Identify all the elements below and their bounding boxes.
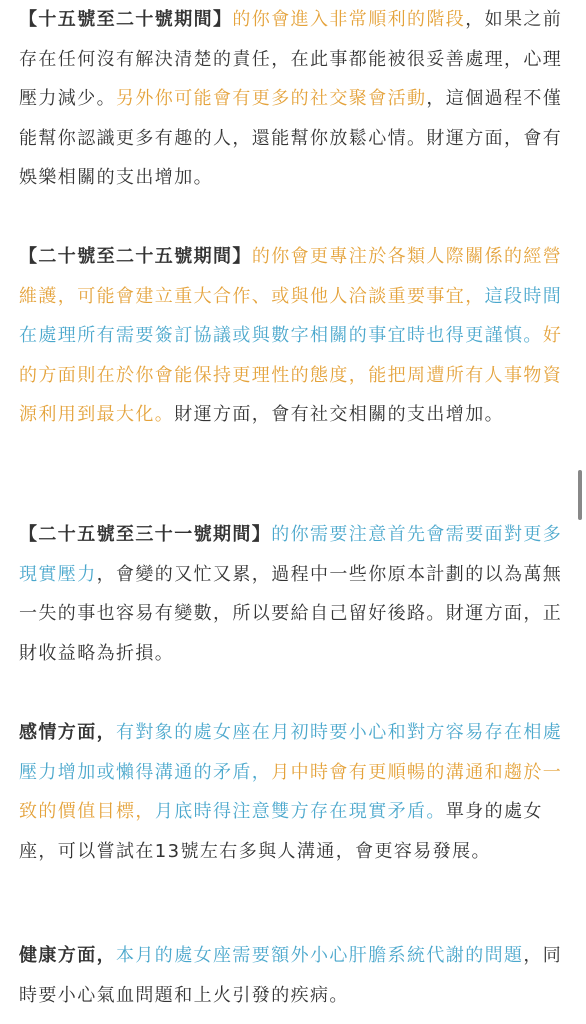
section-heading-love: 感情方面， xyxy=(19,722,116,743)
highlight-text: 另外你可能會有更多的社交聚會活動 xyxy=(116,88,427,109)
paragraph-period-20-25 xyxy=(19,237,575,435)
highlight-text: 的你會更專注於各類人際關係的經營維護，可能會建立重大合作、或與他人洽談重要事宜， xyxy=(19,246,563,307)
paragraph-health xyxy=(19,936,575,1015)
paragraph-period-15-20 xyxy=(19,0,575,198)
body-text: ，如果之前存在任何沒有解決清楚的責任，在此事都能被很妥善處理，心理壓力減少。 xyxy=(19,9,563,109)
period-heading: 【十五號至二十號期間】 xyxy=(19,9,233,30)
body-text: ，會變的又忙又累，過程中一些你原本計劃的以為萬無一失的事也容易有變數，所以要給自己留好後路。財運方面，正財收益略為折損。 xyxy=(19,563,563,664)
highlight-text: 好的方面則在於你會能保持更理性的態度，能把周遭所有人事物資源利用到最大化。 xyxy=(19,325,563,425)
highlight-text: 有對象的處女座在月初時要小心和對方容易存在相處壓力增加或懶得溝通的矛盾， xyxy=(19,722,563,783)
body-text: 單身的處女座，可以嘗試在13號左右多與人溝通，會更容易發展。 xyxy=(19,801,543,862)
highlight-text: 的你會進入非常順利的階段 xyxy=(232,9,466,30)
period-heading: 【二十號至二十五號期間】 xyxy=(19,246,252,267)
scrollbar-thumb[interactable] xyxy=(578,470,582,520)
highlight-text: 月中時會有更順暢的溝通和趨於一致的價值目標， xyxy=(19,761,563,822)
highlight-text: 的你需要注意首先會需要面對更多現實壓力 xyxy=(19,524,563,585)
body-text: 財運方面，會有社交相關的支出增加。 xyxy=(174,404,505,425)
paragraph-period-25-31 xyxy=(19,515,575,673)
body-text: ，同時要小心氣血問題和上火引發的疾病。 xyxy=(19,945,563,1006)
paragraph-love xyxy=(19,713,575,871)
highlight-text: 本月的處女座需要額外小心肝膽系統代謝的問題 xyxy=(116,945,524,966)
body-text: ，這個過程不僅能幫你認識更多有趣的人，還能幫你放鬆心情。財運方面，會有娛樂相關的支出增加。 xyxy=(19,88,563,188)
section-heading-health: 健康方面， xyxy=(19,945,116,966)
highlight-text: 月底時得注意雙方存在現實矛盾。 xyxy=(154,801,446,822)
period-heading: 【二十五號至三十一號期間】 xyxy=(19,524,272,545)
highlight-text: 這段時間在處理所有需要簽訂協議或與數字相關的事宜時也得更謹慎。 xyxy=(19,285,563,346)
